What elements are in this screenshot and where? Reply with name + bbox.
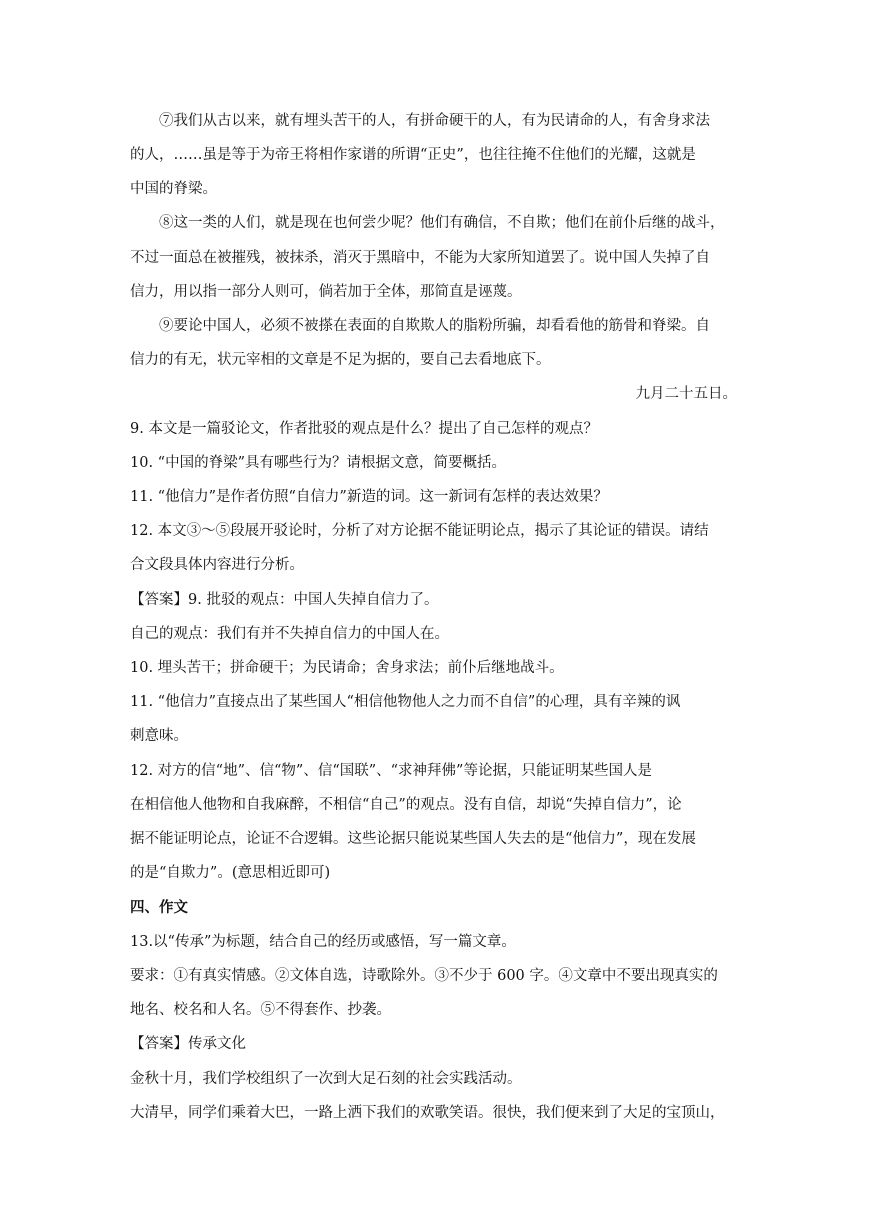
essay-line-2: 大清早，同学们乘着大巴，一路上洒下我们的欢歌笑语。很快，我们便来到了大足的宝顶山， [130, 1105, 725, 1121]
answer-12-line-4: 的是“自欺力”。(意思相近即可) [130, 865, 331, 881]
answer-10: 10. 埋头苦干；拼命硬干；为民请命；舍身求法；前仆后继地战斗。 [130, 660, 564, 676]
answer-12-line-2: 在相信他人他物和自我麻醉，不相信“自己”的观点。没有自信，却说“失掉自信力”，论 [130, 797, 682, 813]
paragraph-9-line-1: ⑨要论中国人，必须不被搽在表面的自欺欺人的脂粉所骗，却看看他的筋骨和脊梁。自 [159, 318, 710, 334]
answer-11-line-2: 刺意味。 [130, 728, 188, 744]
section-heading-composition: 四、作文 [130, 899, 188, 916]
paragraph-8-line-1: ⑧这一类的人们，就是现在也何尝少呢？他们有确信，不自欺；他们在前仆后继的战斗， [159, 215, 725, 231]
question-10: 10. “中国的脊梁”具有哪些行为？请根据文意，简要概括。 [130, 455, 506, 471]
question-12-line-1: 12. 本文③～⑤段展开驳论时，分析了对方论据不能证明论点，揭示了其论证的错误。请结 [130, 523, 709, 539]
answer-9-line-1: 【答案】9. 批驳的观点：中国人失掉自信力了。 [130, 592, 439, 608]
answer-12-line-3: 据不能证明论点，论证不合逻辑。这些论据只能说某些国人失去的是“他信力”，现在发展 [130, 831, 696, 847]
question-12-line-2: 合文段具体内容进行分析。 [130, 557, 304, 573]
question-9: 9. 本文是一篇驳论文，作者批驳的观点是什么？提出了自己怎样的观点？ [130, 421, 598, 437]
essay-line-1: 金秋十月，我们学校组织了一次到大足石刻的社会实践活动。 [130, 1071, 522, 1087]
paragraph-9-line-2: 信力的有无，状元宰相的文章是不足为据的，要自己去看地底下。 [130, 352, 551, 368]
answer-9-line-2: 自己的观点：我们有并不失掉自信力的中国人在。 [130, 626, 449, 642]
question-11: 11. “他信力”是作者仿照“自信力”新造的词。这一新词有怎样的表达效果？ [130, 489, 608, 505]
paragraph-7-line-3: 中国的脊梁。 [130, 181, 217, 197]
requirements-line-2: 地名、校名和人名。⑤不得套作、抄袭。 [130, 1002, 391, 1018]
paragraph-7-line-1: ⑦我们从古以来，就有埋头苦干的人，有拼命硬干的人，有为民请命的人，有舍身求法 [159, 113, 710, 129]
date-signature: 九月二十五日。 [635, 386, 737, 402]
requirements-line-1: 要求：①有真实情感。②文体自选，诗歌除外。③不少于 600 字。④文章中不要出现真实的 [130, 968, 718, 984]
answer-12-line-1: 12. 对方的信“地”、信“物”、信“国联”、“求神拜佛”等论据，只能证明某些国人是 [130, 763, 652, 779]
question-13: 13.以“传承”为标题，结合自己的经历或感悟，写一篇文章。 [130, 934, 516, 950]
paragraph-8-line-3: 信力，用以指一部分人则可，倘若加于全体，那简直是诬蔑。 [130, 284, 522, 300]
paragraph-8-line-2: 不过一面总在被摧残，被抹杀，消灭于黑暗中，不能为大家所知道罢了。说中国人失掉了自 [130, 250, 710, 266]
answer-13-title: 【答案】传承文化 [130, 1036, 246, 1052]
paragraph-7-line-2: 的人，……虽是等于为帝王将相作家谱的所谓“正史”，也往往掩不住他们的光耀，这就是 [130, 147, 696, 163]
answer-11-line-1: 11. “他信力”直接点出了某些国人“相信他物他人之力而不自信”的心理，具有辛辣的讽 [130, 694, 681, 710]
